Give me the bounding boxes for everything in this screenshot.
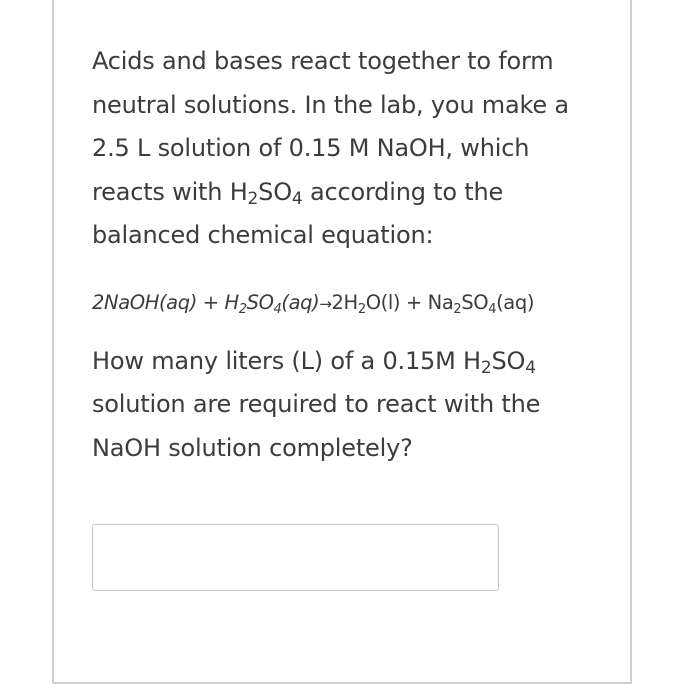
prompt-line-1-pre: How many liters (L) of a 0.15M H <box>92 346 481 375</box>
intro-line-1: Acids and bases react together to form <box>92 47 554 75</box>
intro-line-4-mid: SO <box>258 177 292 206</box>
equation-reactants <box>92 290 320 317</box>
intro-line-3: 2.5 L solution of 0.15 M NaOH, which <box>92 134 530 162</box>
eq-coef-naoh: 2 <box>92 290 105 314</box>
question-intro <box>92 40 612 258</box>
eq-subscript: 4 <box>273 301 282 317</box>
eq-so: SO <box>246 290 274 314</box>
equation-products <box>331 290 535 317</box>
prompt-subscript: 4 <box>525 357 536 378</box>
chemical-equation <box>92 288 612 319</box>
prompt-line-3: NaOH solution completely? <box>92 433 413 462</box>
eq-plus: + <box>400 290 428 314</box>
eq-so2: SO <box>461 290 489 314</box>
eq-aq2: (aq) <box>496 290 535 314</box>
eq-subscript: 2 <box>453 301 462 317</box>
eq-subscript: 2 <box>238 301 247 317</box>
intro-subscript: 2 <box>247 188 259 209</box>
prompt-subscript: 2 <box>480 357 492 378</box>
eq-plus: + <box>196 290 225 314</box>
intro-line-2: neutral solutions. In the lab, you make a <box>92 90 569 119</box>
question-card <box>52 0 632 684</box>
question-content <box>92 40 612 470</box>
prompt-line-2: solution are required to react with the <box>92 390 541 418</box>
question-prompt <box>92 340 612 471</box>
intro-line-4-post: according to the <box>302 177 504 206</box>
eq-h2o-pre: 2H <box>331 290 358 314</box>
prompt-line-1-mid: SO <box>491 346 526 375</box>
eq-aq: (aq) <box>281 290 320 314</box>
intro-line-5: balanced chemical equation: <box>92 221 434 249</box>
intro-subscript: 4 <box>291 188 303 209</box>
answer-input[interactable] <box>92 524 499 591</box>
eq-na: Na <box>427 290 454 314</box>
eq-subscript: 2 <box>357 301 366 317</box>
reaction-arrow-icon: → <box>319 294 332 313</box>
intro-line-4-pre: reacts with H <box>92 177 248 206</box>
eq-h2o-post: O(l) <box>365 290 401 314</box>
eq-h: H <box>224 290 239 314</box>
eq-subscript: 4 <box>488 301 497 317</box>
eq-naoh: NaOH(aq) <box>104 290 197 314</box>
